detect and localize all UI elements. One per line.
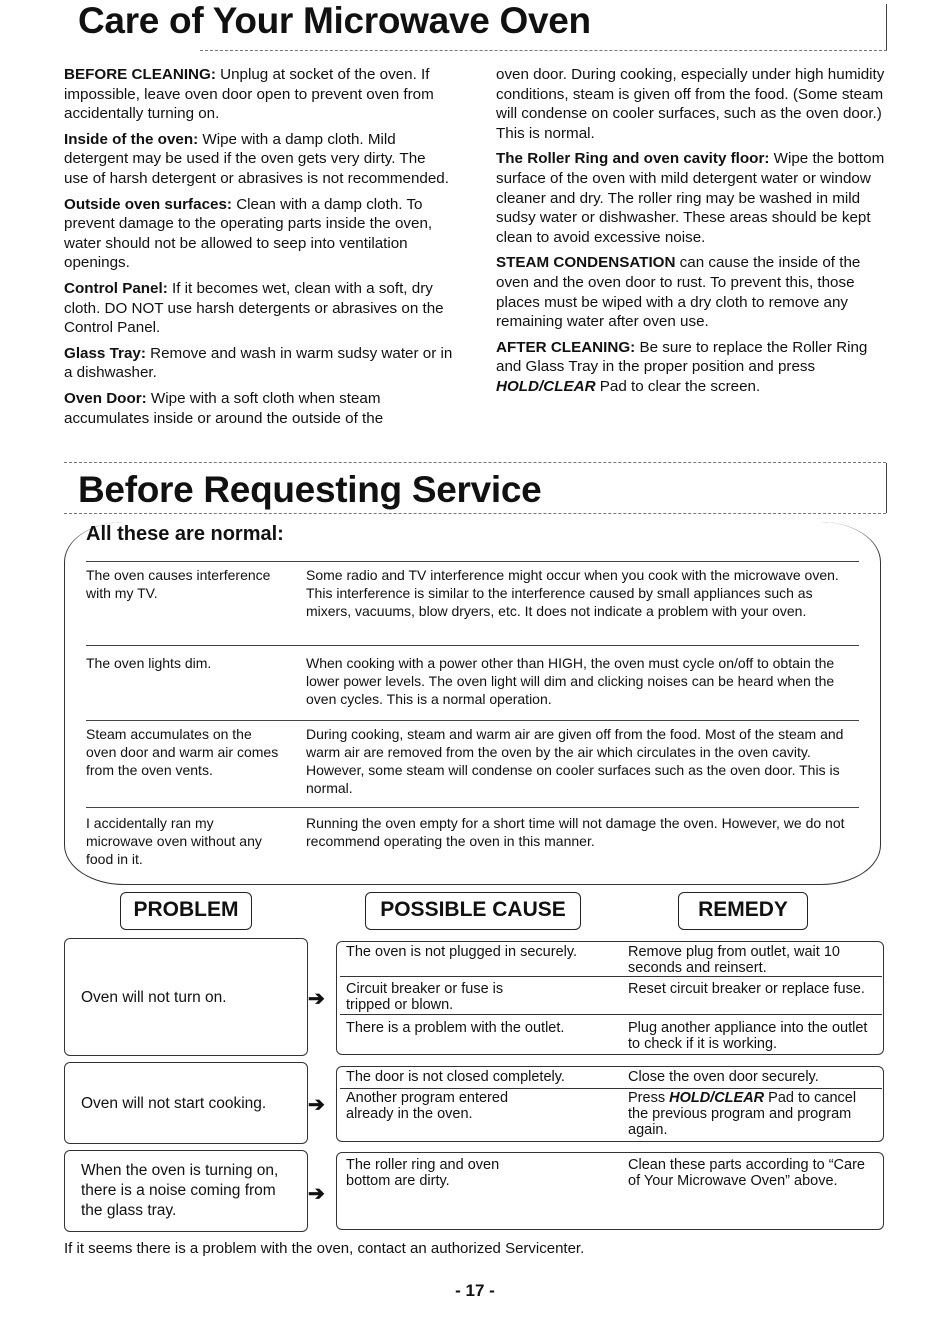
- care-para: Outside oven surfaces: Clean with a damp cloth. To prevent damage to the operating parts inside the oven, water should not be allowed to seep into ventilation openings.: [64, 195, 433, 272]
- service-title-frame-right: [886, 463, 887, 513]
- cause-text: The door is not closed completely.: [346, 1069, 565, 1085]
- page-number: - 17 -: [455, 1281, 495, 1300]
- care-after-cleaning: AFTER CLEANING: Be sure to replace the Roller Ring and Glass Tray in the proper position and press HOLD/CLEAR Pad to clear the screen.: [496, 338, 868, 395]
- normal-heading: All these are normal:: [86, 523, 284, 545]
- normal-explanation: During cooking, steam and warm air are given off from the food. Most of the steam and warm air are removed from the oven by the air which circulates in the oven cavity. However, some steam will condense on cooler surfaces such as the oven door. This is normal.: [306, 726, 844, 796]
- care-para: Oven Door: Wipe with a soft cloth when steam accumulates inside or around the outside of the: [64, 389, 384, 427]
- normal-explanation: Some radio and TV interference might occur when you cook with the microwave oven. This interference is similar to the interference caused by small appliances such as mixers, vacuums, blow dryers, etc. It does not indicate a problem with your oven.: [306, 567, 839, 619]
- normal-symptom: Steam accumulates on the oven door and warm air comes from the oven vents.: [86, 726, 279, 778]
- remedy-text: Reset circuit breaker or replace fuse.: [628, 981, 865, 997]
- cause-separator: [340, 976, 882, 977]
- service-footer-note: If it seems there is a problem with the oven, contact an authorized Servicenter.: [64, 1240, 585, 1257]
- service-title-rule: [64, 513, 886, 514]
- care-para: Glass Tray: Remove and wash in warm sudsy water or in a dishwasher.: [64, 344, 453, 382]
- problem-box: [64, 938, 308, 1056]
- normal-explanation: Running the oven empty for a short time will not damage the oven. However, we do not recommend operating the oven in this manner.: [306, 815, 845, 849]
- care-para: STEAM CONDENSATION can cause the inside of the oven and the oven door to rust. To prevent this, those places must be wiped with a dry cloth to remove any remaining water after oven use.: [496, 254, 861, 331]
- care-para: Inside of the oven: Wipe with a damp cloth. Mild detergent may be used if the oven gets very dirty. The use of harsh detergent or abrasives is not recommended.: [64, 130, 449, 187]
- problem-text: When the oven is turning on, there is a noise coming from the glass tray.: [81, 1162, 279, 1219]
- normal-explanation: When cooking with a power other than HIGH, the oven must cycle on/off to obtain the lower power levels. The oven light will dim and clicking noises can be heard when the oven cycles. This is a normal operation.: [306, 655, 835, 707]
- arrow-icon: ➔: [308, 1183, 325, 1205]
- cause-text: The oven is not plugged in securely.: [346, 944, 578, 960]
- care-para: The Roller Ring and oven cavity floor: Wipe the bottom surface of the oven with mild detergent water or window cleaner and dry. The roller ring may be washed in mild sudsy water or dishwasher. These areas should be kept clean to avoid excessive noise.: [496, 150, 885, 246]
- problem-text: Oven will not turn on.: [81, 989, 227, 1006]
- remedy-text: Plug another appliance into the outlet to check if it is working.: [628, 1020, 868, 1052]
- care-right-column: [496, 65, 886, 403]
- care-title: Care of Your Microwave Oven: [78, 0, 591, 41]
- care-title-rule: [200, 50, 887, 51]
- remedy-text: Clean these parts according to “Care of Your Microwave Oven” above.: [628, 1157, 865, 1189]
- possible-cause-header: POSSIBLE CAUSE: [365, 892, 581, 930]
- care-title-frame-right: [886, 4, 887, 50]
- remedy-text: Close the oven door securely.: [628, 1069, 819, 1085]
- cause-separator: [340, 1088, 882, 1089]
- care-left-column: [64, 65, 454, 434]
- cause-text: The roller ring and oven bottom are dirty.: [346, 1157, 500, 1189]
- care-para: oven door. During cooking, especially under high humidity conditions, steam is given off from the food. (Some steam will condense on cooler surfaces, such as the oven door.) This is normal.: [496, 66, 885, 142]
- service-top-rule: [64, 462, 886, 463]
- problem-box: [64, 1150, 308, 1232]
- normal-symptom: I accidentally ran my microwave oven without any food in it.: [86, 815, 262, 867]
- problem-box: [64, 1062, 308, 1144]
- problem-text: Oven will not start cooking.: [81, 1095, 267, 1112]
- normal-separator: [86, 720, 859, 721]
- normal-separator: [86, 645, 859, 646]
- normal-symptom: The oven causes interference with my TV.: [86, 567, 271, 601]
- arrow-icon: ➔: [308, 1094, 325, 1116]
- cause-text: There is a problem with the outlet.: [346, 1020, 565, 1036]
- care-para: BEFORE CLEANING: Unplug at socket of the oven. If impossible, leave oven door open to prevent oven from accidentally turning on.: [64, 66, 434, 123]
- cause-text: Circuit breaker or fuse is tripped or blown.: [346, 981, 504, 1013]
- normal-separator: [86, 807, 859, 808]
- arrow-icon: ➔: [308, 988, 325, 1010]
- service-title: Before Requesting Service: [78, 469, 542, 510]
- cause-text: Another program entered already in the oven.: [346, 1090, 509, 1122]
- normal-symptom: The oven lights dim.: [86, 655, 212, 671]
- remedy-text: Press HOLD/CLEAR Pad to cancel the previous program and program again.: [628, 1090, 857, 1138]
- problem-header: PROBLEM: [120, 892, 252, 930]
- remedy-header: REMEDY: [678, 892, 808, 930]
- care-para: Control Panel: If it becomes wet, clean with a soft, dry cloth. DO NOT use harsh detergents or abrasives on the Control Panel.: [64, 279, 444, 337]
- cause-separator: [340, 1014, 882, 1015]
- normal-separator: [86, 561, 859, 562]
- remedy-text: Remove plug from outlet, wait 10 seconds and reinsert.: [628, 944, 840, 976]
